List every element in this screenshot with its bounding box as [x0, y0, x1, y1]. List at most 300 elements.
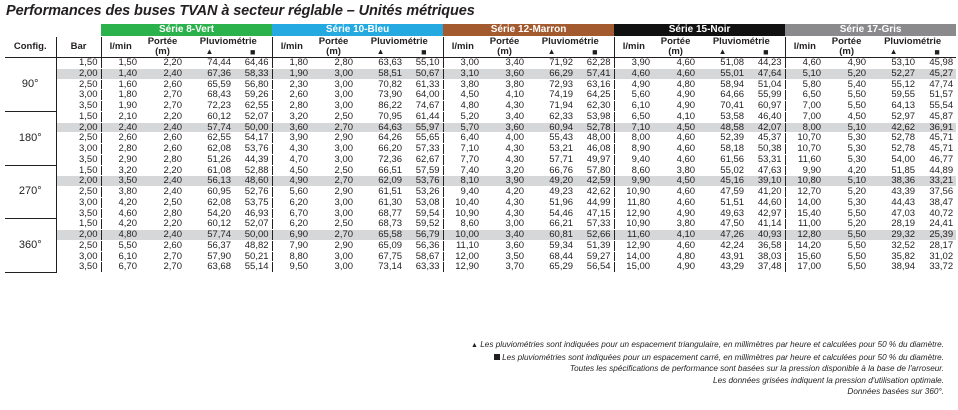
bar-header: Bar	[56, 37, 101, 58]
triangle-icon: ▲	[356, 47, 405, 58]
value-cell: 2,60	[101, 133, 140, 144]
table-row	[5, 240, 956, 251]
value-cell: 45,87	[918, 111, 956, 122]
value-cell: 4,90	[614, 79, 653, 90]
value-cell: 4,50	[443, 90, 482, 101]
square-icon: ■	[576, 47, 614, 58]
value-cell: 47,50	[698, 219, 747, 230]
value-cell: 52,97	[869, 111, 918, 122]
value-cell: 42,24	[698, 240, 747, 251]
value-cell: 5,10	[785, 68, 824, 79]
value-cell: 4,70	[272, 154, 311, 165]
value-cell: 72,23	[185, 101, 234, 112]
table-row	[5, 208, 956, 219]
value-cell: 52,07	[234, 219, 272, 230]
value-cell: 3,90	[614, 58, 653, 69]
value-cell: 64,25	[576, 90, 614, 101]
value-cell: 5,50	[824, 90, 869, 101]
value-cell: 3,60	[482, 68, 527, 79]
table-row	[5, 154, 956, 165]
bar-cell: 3,00	[56, 90, 101, 101]
value-cell: 63,68	[185, 262, 234, 273]
value-cell: 1,90	[101, 101, 140, 112]
value-cell: 2,50	[311, 111, 356, 122]
value-cell: 37,48	[747, 262, 785, 273]
value-cell: 61,51	[356, 187, 405, 198]
range-unit: (m)	[140, 47, 185, 58]
value-cell: 57,33	[576, 219, 614, 230]
value-cell: 52,88	[234, 165, 272, 176]
bar-cell: 2,50	[56, 187, 101, 198]
value-cell: 56,36	[405, 240, 443, 251]
value-cell: 5,50	[824, 230, 869, 241]
value-cell: 45,98	[918, 58, 956, 69]
value-cell: 72,93	[527, 79, 576, 90]
value-cell: 4,20	[482, 187, 527, 198]
value-cell: 42,62	[576, 187, 614, 198]
value-cell: 48,60	[234, 176, 272, 187]
value-cell: 7,00	[785, 101, 824, 112]
value-cell: 54,00	[869, 154, 918, 165]
config-label: 270°	[5, 165, 56, 219]
value-cell: 62,33	[527, 111, 576, 122]
value-cell: 53,10	[869, 58, 918, 69]
value-cell: 6,40	[443, 133, 482, 144]
triangle-icon: ▲	[185, 47, 234, 58]
value-cell: 11,60	[614, 230, 653, 241]
value-cell: 3,00	[311, 144, 356, 155]
value-cell: 66,76	[527, 165, 576, 176]
value-cell: 2,70	[311, 230, 356, 241]
value-cell: 10,90	[443, 208, 482, 219]
value-cell: 55,12	[869, 79, 918, 90]
value-cell: 5,30	[824, 144, 869, 155]
value-cell: 29,32	[869, 230, 918, 241]
value-cell: 36,91	[918, 122, 956, 133]
value-cell: 6,10	[101, 251, 140, 262]
value-cell: 59,52	[405, 219, 443, 230]
value-cell: 4,60	[785, 58, 824, 69]
value-cell: 3,60	[272, 122, 311, 133]
value-cell: 56,54	[576, 262, 614, 273]
value-cell: 2,90	[101, 154, 140, 165]
value-cell: 68,43	[185, 90, 234, 101]
value-cell: 43,29	[698, 262, 747, 273]
value-cell: 3,80	[653, 219, 698, 230]
value-cell: 53,76	[405, 176, 443, 187]
value-cell: 45,16	[698, 176, 747, 187]
value-cell: 4,00	[482, 133, 527, 144]
blank-corner	[5, 24, 101, 37]
value-cell: 49,97	[576, 154, 614, 165]
value-cell: 45,37	[747, 133, 785, 144]
value-cell: 14,00	[785, 197, 824, 208]
value-cell: 6,20	[272, 197, 311, 208]
value-cell: 12,90	[614, 208, 653, 219]
value-cell: 38,47	[918, 197, 956, 208]
range-header: Portée	[318, 36, 349, 48]
table-row	[5, 251, 956, 262]
table-row	[5, 187, 956, 198]
value-cell: 28,19	[869, 219, 918, 230]
value-cell: 53,98	[576, 111, 614, 122]
range-header: Portée	[489, 36, 520, 48]
value-cell: 15,00	[614, 262, 653, 273]
value-cell: 50,38	[747, 144, 785, 155]
bar-cell: 3,50	[56, 101, 101, 112]
value-cell: 5,20	[824, 219, 869, 230]
value-cell: 54,17	[234, 133, 272, 144]
value-cell: 51,26	[185, 154, 234, 165]
value-cell: 47,64	[747, 68, 785, 79]
value-cell: 2,40	[101, 122, 140, 133]
series-8-header: Série 8-Vert	[101, 24, 272, 37]
config-header: Config.	[5, 37, 56, 58]
value-cell: 3,80	[101, 187, 140, 198]
note-pressure: Toutes les spécifications de performance sont basées sur la pression disponible à la base de l'arroseur.	[569, 364, 944, 374]
value-cell: 45,71	[918, 144, 956, 155]
value-cell: 48,00	[576, 133, 614, 144]
bar-cell: 3,00	[56, 197, 101, 208]
value-cell: 1,80	[101, 90, 140, 101]
value-cell: 3,00	[443, 58, 482, 69]
value-cell: 52,39	[698, 133, 747, 144]
value-cell: 8,80	[272, 251, 311, 262]
value-cell: 4,50	[653, 176, 698, 187]
value-cell: 10,70	[785, 133, 824, 144]
value-cell: 47,15	[576, 208, 614, 219]
value-cell: 1,80	[272, 58, 311, 69]
value-cell: 59,34	[527, 240, 576, 251]
value-cell: 74,19	[527, 90, 576, 101]
value-cell: 3,00	[482, 219, 527, 230]
value-cell: 2,50	[311, 165, 356, 176]
footnotes	[471, 339, 944, 398]
value-cell: 52,78	[576, 122, 614, 133]
value-cell: 3,60	[482, 122, 527, 133]
value-cell: 55,14	[234, 262, 272, 273]
value-cell: 12,70	[785, 187, 824, 198]
series-header-row	[5, 24, 956, 37]
value-cell: 43,91	[698, 251, 747, 262]
value-cell: 55,65	[405, 133, 443, 144]
value-cell: 65,59	[185, 79, 234, 90]
value-cell: 55,02	[698, 165, 747, 176]
value-cell: 4,10	[653, 230, 698, 241]
precip-header: Pluviométrie	[884, 36, 942, 48]
value-cell: 8,10	[443, 176, 482, 187]
value-cell: 10,70	[785, 144, 824, 155]
value-cell: 14,00	[614, 251, 653, 262]
value-cell: 4,60	[653, 240, 698, 251]
triangle-icon: ▲	[471, 342, 478, 349]
value-cell: 64,00	[405, 90, 443, 101]
value-cell: 7,10	[443, 144, 482, 155]
value-cell: 55,97	[405, 122, 443, 133]
value-cell: 4,10	[653, 111, 698, 122]
value-cell: 4,80	[101, 230, 140, 241]
value-cell: 10,00	[443, 230, 482, 241]
value-cell: 57,74	[185, 122, 234, 133]
value-cell: 5,10	[824, 122, 869, 133]
value-cell: 54,20	[185, 208, 234, 219]
value-cell: 65,58	[356, 230, 405, 241]
value-cell: 4,20	[101, 197, 140, 208]
value-cell: 55,01	[698, 68, 747, 79]
value-cell: 52,66	[576, 230, 614, 241]
value-cell: 1,50	[101, 58, 140, 69]
table-row	[5, 197, 956, 208]
value-cell: 5,30	[824, 197, 869, 208]
series-10-header: Série 10-Bleu	[272, 24, 443, 37]
value-cell: 5,50	[101, 240, 140, 251]
value-cell: 3,20	[482, 165, 527, 176]
bar-cell: 3,00	[56, 144, 101, 155]
value-cell: 2,40	[140, 122, 185, 133]
square-icon: ■	[405, 47, 443, 58]
value-cell: 55,99	[747, 90, 785, 101]
value-cell: 60,94	[527, 122, 576, 133]
value-cell: 3,00	[311, 208, 356, 219]
bar-cell: 3,00	[56, 251, 101, 262]
value-cell: 6,20	[272, 219, 311, 230]
value-cell: 5,40	[824, 79, 869, 90]
value-cell: 44,43	[869, 197, 918, 208]
value-cell: 71,94	[527, 101, 576, 112]
value-cell: 7,90	[272, 240, 311, 251]
value-cell: 45,71	[918, 133, 956, 144]
value-cell: 2,80	[140, 154, 185, 165]
flow-header: l/min	[614, 37, 653, 58]
flow-header: l/min	[101, 37, 140, 58]
range-header: Portée	[831, 36, 862, 48]
value-cell: 72,36	[356, 154, 405, 165]
value-cell: 70,41	[698, 101, 747, 112]
value-cell: 2,40	[140, 230, 185, 241]
value-cell: 62,67	[405, 154, 443, 165]
value-cell: 4,90	[653, 101, 698, 112]
value-cell: 4,30	[482, 101, 527, 112]
value-cell: 49,63	[698, 208, 747, 219]
value-cell: 7,10	[614, 122, 653, 133]
value-cell: 62,30	[576, 101, 614, 112]
value-cell: 42,07	[747, 122, 785, 133]
value-cell: 24,41	[918, 219, 956, 230]
value-cell: 44,39	[234, 154, 272, 165]
value-cell: 4,60	[614, 68, 653, 79]
value-cell: 60,12	[185, 219, 234, 230]
bar-cell: 1,50	[56, 58, 101, 69]
value-cell: 47,26	[698, 230, 747, 241]
value-cell: 3,80	[482, 79, 527, 90]
table-row	[5, 90, 956, 101]
value-cell: 67,75	[356, 251, 405, 262]
bar-cell: 2,50	[56, 240, 101, 251]
value-cell: 51,51	[698, 197, 747, 208]
value-cell: 71,92	[527, 58, 576, 69]
value-cell: 12,80	[785, 230, 824, 241]
value-cell: 5,70	[443, 122, 482, 133]
value-cell: 4,10	[482, 90, 527, 101]
value-cell: 51,96	[527, 197, 576, 208]
value-cell: 52,78	[869, 144, 918, 155]
value-cell: 4,90	[653, 262, 698, 273]
value-cell: 58,33	[234, 68, 272, 79]
page-title: Performances des buses TVAN à secteur réglable – Unités métriques	[6, 3, 475, 19]
value-cell: 63,16	[576, 79, 614, 90]
value-cell: 4,60	[653, 197, 698, 208]
value-cell: 56,13	[185, 176, 234, 187]
value-cell: 44,23	[747, 58, 785, 69]
precip-header: Pluviométrie	[541, 36, 599, 48]
precip-header: Pluviométrie	[199, 36, 257, 48]
value-cell: 4,30	[482, 154, 527, 165]
column-header-row	[5, 37, 956, 48]
value-cell: 62,08	[185, 197, 234, 208]
note-square: Les pluviométries sont indiquées pour un espacement carré, en millimètres par heure et calculées pour 50 % du diamètre.	[471, 352, 944, 364]
value-cell: 11,80	[614, 197, 653, 208]
value-cell: 3,10	[443, 68, 482, 79]
value-cell: 47,59	[698, 187, 747, 198]
value-cell: 3,90	[272, 133, 311, 144]
value-cell: 57,74	[185, 230, 234, 241]
value-cell: 2,40	[140, 187, 185, 198]
value-cell: 6,90	[272, 230, 311, 241]
value-cell: 2,10	[101, 111, 140, 122]
value-cell: 5,80	[785, 79, 824, 90]
value-cell: 8,00	[785, 122, 824, 133]
range-unit: (m)	[482, 47, 527, 58]
value-cell: 2,20	[140, 58, 185, 69]
value-cell: 15,40	[785, 208, 824, 219]
value-cell: 58,94	[698, 79, 747, 90]
value-cell: 2,60	[140, 240, 185, 251]
value-cell: 46,77	[918, 154, 956, 165]
bar-cell: 3,50	[56, 262, 101, 273]
config-label: 180°	[5, 111, 56, 165]
value-cell: 68,73	[356, 219, 405, 230]
value-cell: 15,60	[785, 251, 824, 262]
value-cell: 56,79	[405, 230, 443, 241]
value-cell: 36,58	[747, 240, 785, 251]
value-cell: 2,70	[140, 101, 185, 112]
value-cell: 10,90	[614, 219, 653, 230]
value-cell: 17,00	[785, 262, 824, 273]
value-cell: 53,76	[234, 144, 272, 155]
value-cell: 4,90	[824, 58, 869, 69]
value-cell: 2,90	[311, 240, 356, 251]
value-cell: 44,60	[747, 197, 785, 208]
value-cell: 2,70	[140, 251, 185, 262]
value-cell: 42,62	[869, 122, 918, 133]
value-cell: 3,40	[482, 230, 527, 241]
value-cell: 46,40	[747, 111, 785, 122]
value-cell: 64,46	[234, 58, 272, 69]
value-cell: 2,80	[140, 208, 185, 219]
range-unit: (m)	[824, 47, 869, 58]
value-cell: 4,90	[653, 90, 698, 101]
value-cell: 2,50	[140, 197, 185, 208]
value-cell: 5,10	[824, 176, 869, 187]
value-cell: 9,90	[614, 176, 653, 187]
value-cell: 48,82	[234, 240, 272, 251]
value-cell: 53,58	[698, 111, 747, 122]
bar-cell: 2,00	[56, 122, 101, 133]
value-cell: 5,60	[272, 187, 311, 198]
value-cell: 7,40	[443, 165, 482, 176]
value-cell: 50,00	[234, 122, 272, 133]
value-cell: 3,40	[482, 58, 527, 69]
value-cell: 4,60	[653, 187, 698, 198]
bar-cell: 2,00	[56, 230, 101, 241]
value-cell: 57,90	[185, 251, 234, 262]
performance-table	[5, 24, 956, 273]
value-cell: 4,60	[101, 208, 140, 219]
value-cell: 63,33	[405, 262, 443, 273]
value-cell: 4,60	[653, 68, 698, 79]
value-cell: 3,70	[482, 262, 527, 273]
value-cell: 2,90	[311, 187, 356, 198]
bar-cell: 2,00	[56, 176, 101, 187]
flow-header: l/min	[785, 37, 824, 58]
value-cell: 5,20	[443, 111, 482, 122]
square-icon	[494, 354, 500, 360]
value-cell: 2,70	[140, 90, 185, 101]
value-cell: 66,20	[356, 144, 405, 155]
square-icon: ■	[747, 47, 785, 58]
value-cell: 66,21	[527, 219, 576, 230]
value-cell: 46,93	[234, 208, 272, 219]
value-cell: 56,37	[185, 240, 234, 251]
value-cell: 62,55	[234, 101, 272, 112]
bar-cell: 2,50	[56, 79, 101, 90]
table-row	[5, 165, 956, 176]
value-cell: 45,27	[918, 68, 956, 79]
value-cell: 74,67	[405, 101, 443, 112]
value-cell: 4,80	[443, 101, 482, 112]
bar-cell: 2,50	[56, 133, 101, 144]
value-cell: 6,70	[101, 262, 140, 273]
value-cell: 58,51	[356, 68, 405, 79]
value-cell: 63,63	[356, 58, 405, 69]
value-cell: 49,20	[527, 176, 576, 187]
value-cell: 51,85	[869, 165, 918, 176]
value-cell: 68,44	[527, 251, 576, 262]
value-cell: 5,20	[824, 187, 869, 198]
value-cell: 62,55	[185, 133, 234, 144]
value-cell: 66,29	[527, 68, 576, 79]
value-cell: 2,60	[272, 90, 311, 101]
value-cell: 57,41	[576, 68, 614, 79]
value-cell: 12,90	[443, 262, 482, 273]
value-cell: 60,95	[185, 187, 234, 198]
value-cell: 57,33	[405, 144, 443, 155]
table-row	[5, 176, 956, 187]
triangle-icon: ▲	[527, 47, 576, 58]
value-cell: 4,60	[653, 154, 698, 165]
value-cell: 52,27	[869, 68, 918, 79]
value-cell: 55,10	[405, 58, 443, 69]
value-cell: 1,90	[272, 68, 311, 79]
value-cell: 12,90	[614, 240, 653, 251]
value-cell: 9,40	[443, 187, 482, 198]
precip-header: Pluviométrie	[370, 36, 428, 48]
value-cell: 10,80	[785, 176, 824, 187]
value-cell: 57,71	[527, 154, 576, 165]
value-cell: 4,50	[272, 165, 311, 176]
value-cell: 9,50	[272, 262, 311, 273]
value-cell: 3,00	[311, 68, 356, 79]
